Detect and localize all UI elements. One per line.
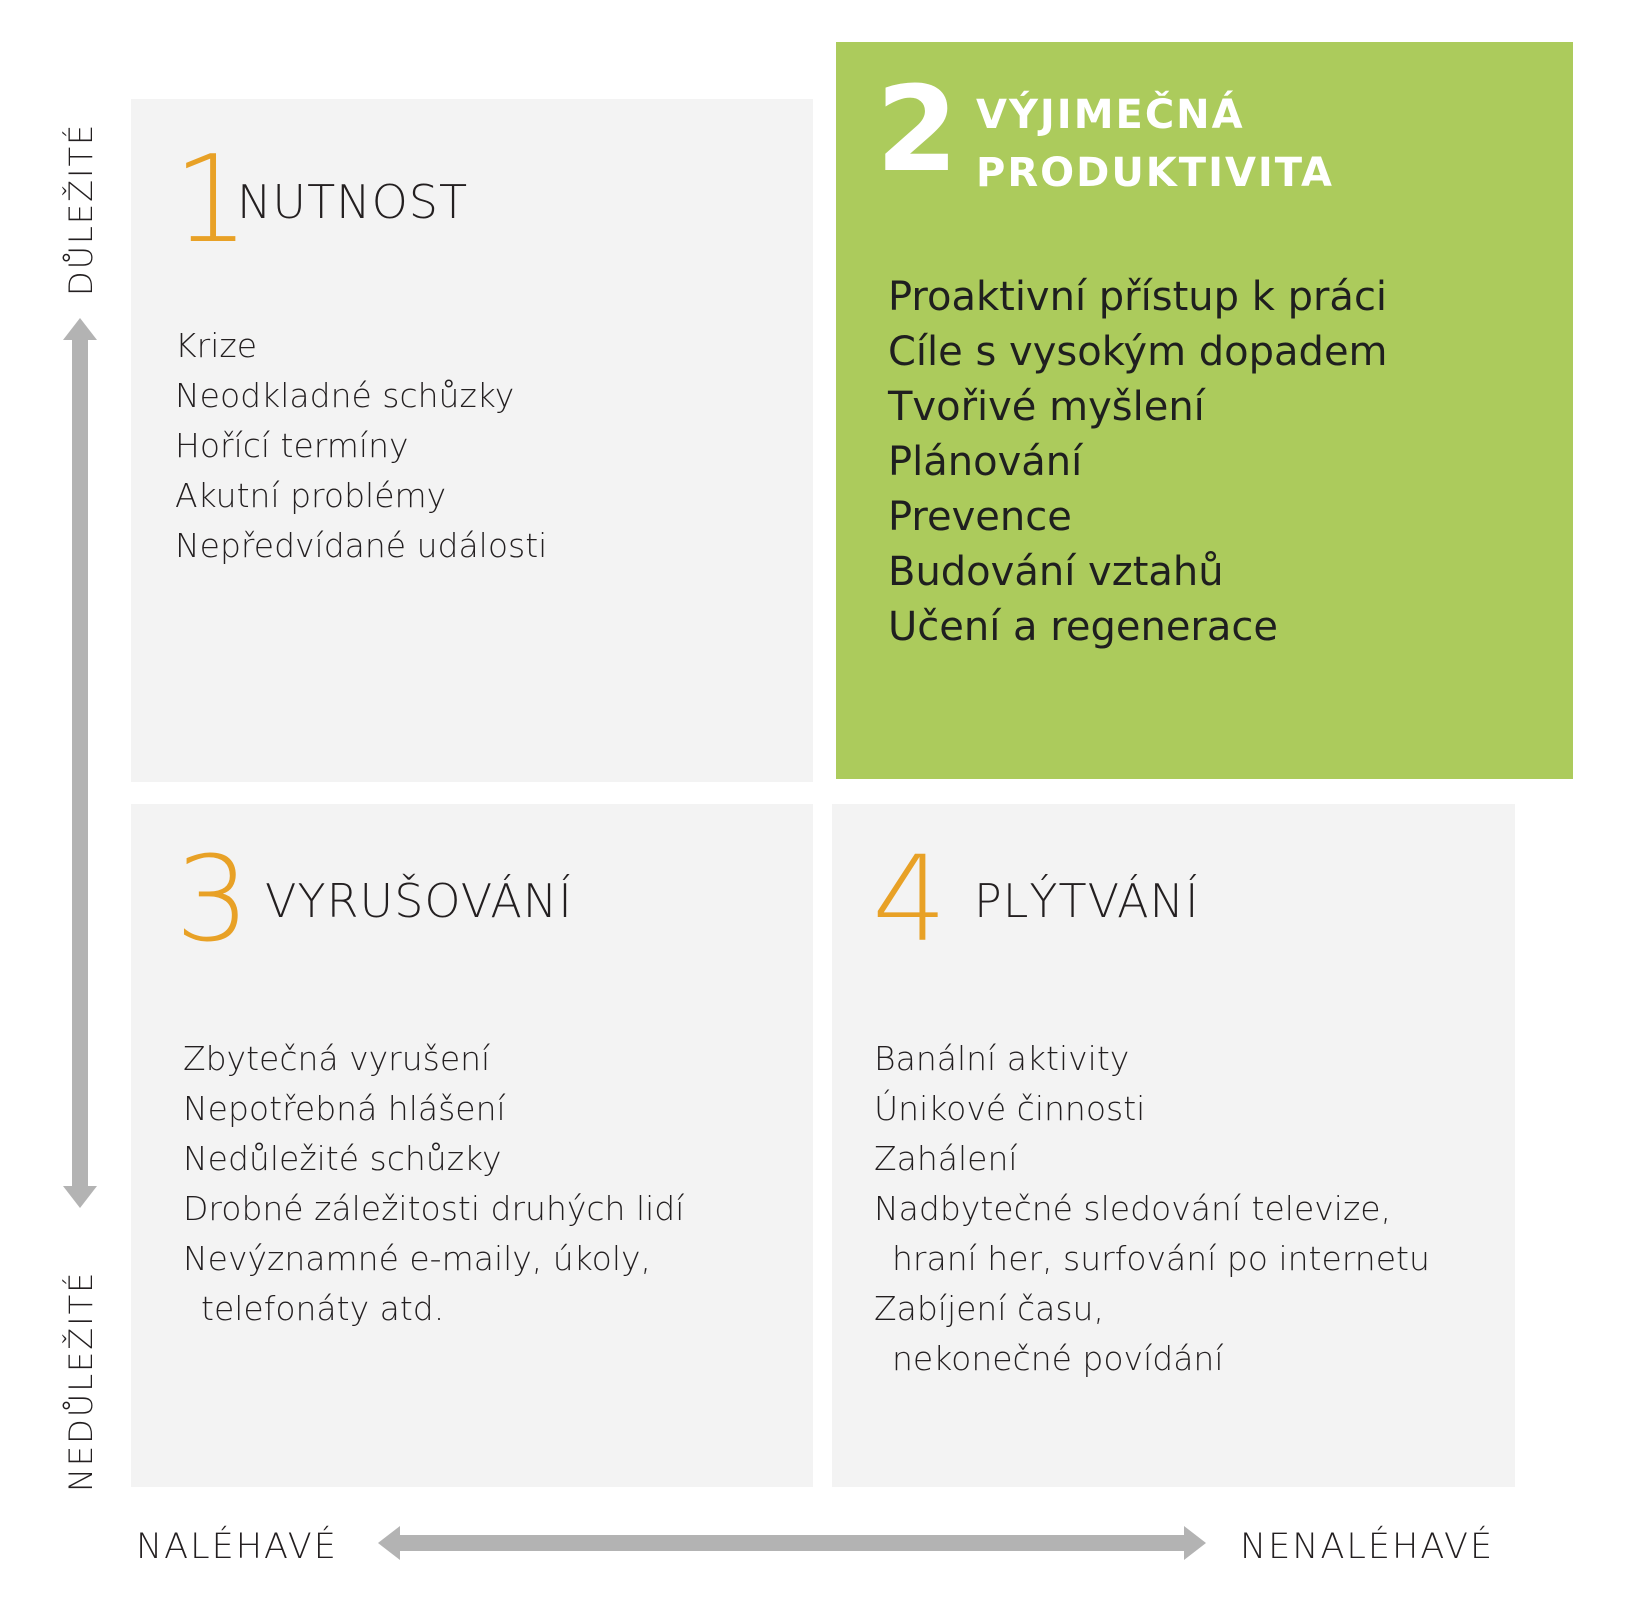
list-item: Krize <box>175 326 258 365</box>
quadrant-items <box>183 1034 684 1334</box>
list-item: Učení a regenerace <box>888 604 1278 650</box>
horizontal-axis-arrow <box>378 1526 1206 1560</box>
quadrant-title: NUTNOST <box>237 175 469 229</box>
quadrant-exceptional-productivity <box>836 42 1573 779</box>
list-item: Nedůležité schůzky <box>183 1139 502 1178</box>
list-item: Zabíjení času, <box>874 1289 1104 1328</box>
quadrant-necessity <box>131 99 813 782</box>
quadrant-items <box>874 1034 1430 1384</box>
list-item: Nadbytečné sledování televize, <box>874 1189 1392 1228</box>
list-item: Akutní problémy <box>175 476 447 515</box>
axis-label-unimportant: NEDŮLEŽITÉ <box>62 1270 100 1492</box>
quadrant-items <box>888 270 1388 655</box>
quadrant-waste <box>832 804 1515 1487</box>
list-item: Cíle s vysokým dopadem <box>888 329 1388 375</box>
quadrant-title-line: VÝJIMEČNÁ <box>976 92 1245 138</box>
list-item: Zahálení <box>874 1139 1018 1178</box>
list-item: hraní her, surfování po internetu <box>892 1239 1430 1278</box>
quadrant-number: 2 <box>876 60 955 198</box>
list-item: telefonáty atd. <box>201 1289 445 1328</box>
vertical-axis-arrow <box>63 318 97 1208</box>
quadrant-title <box>976 86 1334 202</box>
quadrant-number: 4 <box>872 830 948 968</box>
list-item: Hořící termíny <box>175 426 409 465</box>
quadrant-number: 3 <box>175 830 251 968</box>
axis-label-not-urgent: NENALÉHAVÉ <box>1240 1527 1495 1567</box>
list-item: Tvořivé myšlení <box>888 384 1205 430</box>
quadrant-distraction <box>131 804 813 1487</box>
list-item: Nepředvídané události <box>175 526 548 565</box>
quadrant-title-line: PRODUKTIVITA <box>976 150 1334 196</box>
list-item: Nepotřebná hlášení <box>183 1089 506 1128</box>
axis-label-important: DŮLEŽITÉ <box>62 122 100 296</box>
list-item: nekonečné povídání <box>892 1339 1224 1378</box>
list-item: Zbytečná vyrušení <box>183 1039 491 1078</box>
list-item: Proaktivní přístup k práci <box>888 274 1388 320</box>
list-item: Únikové činnosti <box>874 1089 1146 1128</box>
quadrant-number: 1 <box>173 131 250 270</box>
list-item: Nevýznamné e-maily, úkoly, <box>183 1239 652 1278</box>
list-item: Prevence <box>888 494 1072 540</box>
list-item: Neodkladné schůzky <box>175 376 515 415</box>
list-item: Plánování <box>888 439 1083 485</box>
quadrant-title: PLÝTVÁNÍ <box>974 874 1200 928</box>
list-item: Drobné záležitosti druhých lidí <box>183 1189 685 1228</box>
quadrant-items <box>175 321 547 571</box>
list-item: Banální aktivity <box>874 1039 1130 1078</box>
quadrant-title: VYRUŠOVÁNÍ <box>265 874 573 928</box>
list-item: Budování vztahů <box>888 549 1224 595</box>
axis-label-urgent: NALÉHAVÉ <box>136 1527 338 1567</box>
